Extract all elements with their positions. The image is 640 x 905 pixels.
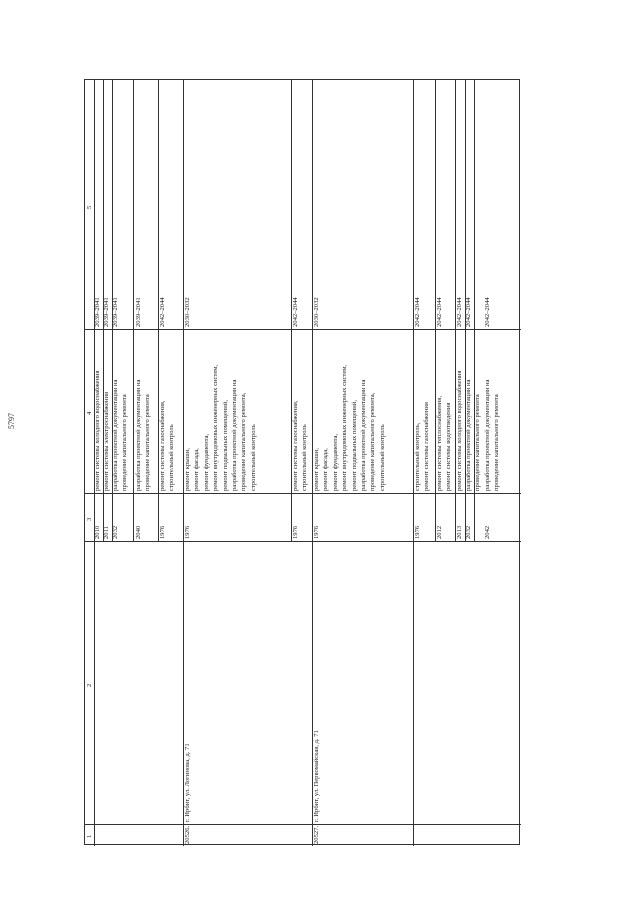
row-period: 2042–2044 <box>159 297 166 327</box>
row-address: г. Ирбит, ул. Первомайская, д. 71 <box>313 730 320 822</box>
row-work: ремонт крыши, ремонт фасада, ремонт фундамента, ремонт внутридомовых инженерных систем, ремонт подвальных помещений, разработка проектной документации на проведение капитального ремонта, строительный контроль <box>184 364 257 491</box>
row-year: 2012 <box>436 525 443 539</box>
row-period: 2039–2041 <box>112 297 119 327</box>
row-work: разработка проектной документации на проведение капитального ремонта <box>465 379 482 491</box>
header-col-2: 2 <box>86 683 93 687</box>
row-number: 20527. <box>313 825 320 844</box>
row-address: г. Ирбит, ул. Логинова, д. 71 <box>184 743 191 822</box>
works-table <box>84 79 520 845</box>
col-divider <box>85 541 521 542</box>
header-col-3: 3 <box>86 517 93 521</box>
row-work: ремонт системы теплоснабжения, ремонт системы водоотведения <box>436 396 453 491</box>
row-year: 2042 <box>484 525 491 539</box>
row-year: 1976 <box>313 525 320 539</box>
row-year: 1976 <box>292 525 299 539</box>
row-year: 2032 <box>112 525 119 539</box>
row-year: 2032 <box>465 525 472 539</box>
row-period: 2039–2041 <box>94 297 101 327</box>
row-work: ремонт системы холодного водоснабжения <box>456 370 463 491</box>
row-work: ремонт системы электроснабжения <box>103 391 110 491</box>
row-period: 2039–2041 <box>135 297 142 327</box>
row-year: 1976 <box>184 525 191 539</box>
row-year: 2040 <box>135 525 142 539</box>
row-period: 2039–2041 <box>103 297 110 327</box>
row-work: ремонт системы холодного водоснабжения <box>94 370 101 491</box>
row-year: 1976 <box>159 525 166 539</box>
row-work: ремонт системы газоснабжения, строительный контроль <box>159 400 176 491</box>
row-period: 2042–2044 <box>465 297 472 327</box>
row-year: 2013 <box>456 525 463 539</box>
row-period: 2042–2044 <box>414 297 421 327</box>
row-year: 2010 <box>94 525 101 539</box>
row-work: разработка проектной документации на проведение капитального ремонта <box>135 379 152 491</box>
row-period: 2030–2032 <box>313 297 320 327</box>
row-period: 2042–2044 <box>292 297 299 327</box>
row-work: разработка проектной документации на проведение капитального ремонта <box>112 379 129 491</box>
row-work: ремонт крыши, ремонт фасада, ремонт фундамента, ремонт внутридомовых инженерных систем, ремонт подвальных помещений, разработка проектной документации на проведение капитального ремонта, строительный контроль <box>313 364 386 491</box>
page-number: 5797 <box>7 413 16 429</box>
header-col-5: 5 <box>86 205 93 209</box>
header-col-4: 4 <box>86 411 93 415</box>
header-col-1: 1 <box>86 834 93 838</box>
row-number: 20526. <box>184 825 191 844</box>
row-work: строительный контроль, ремонт системы газоснабжения <box>414 402 431 491</box>
row-work: ремонт системы газоснабжения, строительный контроль <box>292 400 309 491</box>
row-period: 2030–2032 <box>184 297 191 327</box>
row-period: 2042–2044 <box>436 297 443 327</box>
col-divider <box>85 824 521 825</box>
row-year: 2011 <box>103 526 110 539</box>
row-period: 2042–2044 <box>456 297 463 327</box>
row-work: разработка проектной документации на проведение капитального ремонта <box>484 379 501 491</box>
row-period: 2042–2044 <box>484 297 491 327</box>
row-year: 1976 <box>414 525 421 539</box>
